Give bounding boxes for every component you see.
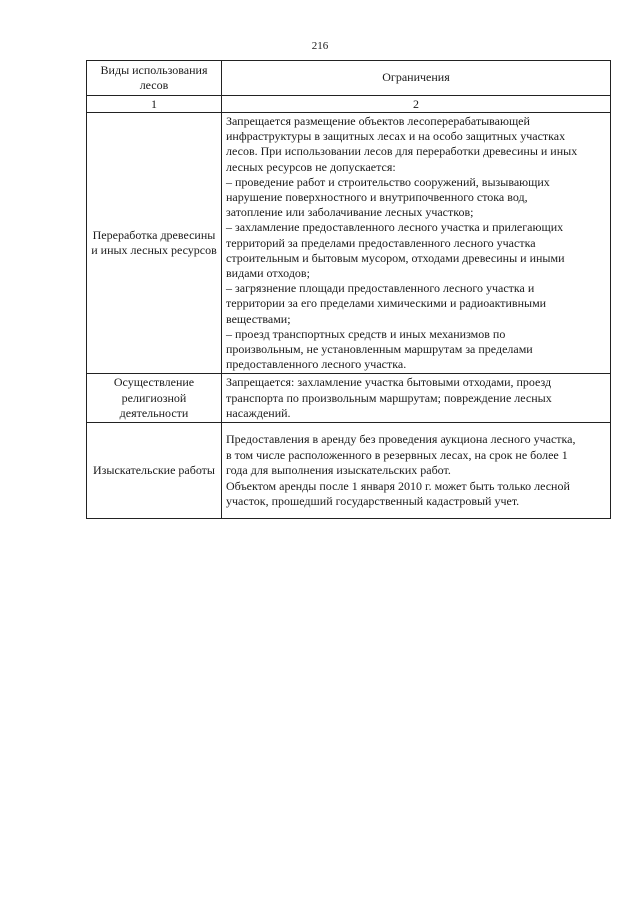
text-line: нарушение поверхностного и внутрипочвенного стока вод, bbox=[226, 190, 528, 205]
restrictions-table bbox=[86, 60, 611, 519]
text-line: года для выполнения изыскательских работ. bbox=[226, 463, 451, 478]
restriction-text bbox=[222, 374, 611, 423]
text-line: в том числе расположенного в резервных лесах, на срок не более 1 bbox=[226, 447, 568, 462]
text-line: – загрязнение площади предоставленного лесного участка и bbox=[226, 281, 535, 296]
text-line: лесов. При использовании лесов для переработки древесины и иных bbox=[226, 144, 578, 159]
text-line: транспорта по произвольным маршрутам; повреждение лесных bbox=[226, 390, 552, 405]
restriction-text bbox=[222, 423, 611, 519]
text-line: Объектом аренды после 1 января 2010 г. может быть только лесной bbox=[226, 478, 570, 493]
text-line: – проезд транспортных средств и иных механизмов по bbox=[226, 326, 506, 341]
forest-use-kind: Изыскательские работы bbox=[87, 423, 222, 519]
column-number-1: 1 bbox=[87, 96, 222, 113]
text-line: Предоставления в аренду без проведения аукциона лесного участка, bbox=[226, 432, 576, 447]
text-line: насаждений. bbox=[226, 405, 291, 420]
text-line: Запрещается: захламление участка бытовыми отходами, проезд bbox=[226, 375, 552, 390]
text-line: территории за его пределами химическими и радиоактивными bbox=[226, 296, 547, 311]
table-row bbox=[87, 374, 611, 423]
text-line: произвольным, не установленным маршрутам за пределами bbox=[226, 342, 533, 357]
text-line: предоставленного лесного участка. bbox=[226, 357, 407, 372]
column-number-row bbox=[87, 96, 611, 113]
text-line: строительным и бытовым мусором, отходами древесины и иными bbox=[226, 250, 565, 265]
table-row bbox=[87, 113, 611, 374]
forest-use-kind: Осуществление религиозной деятельности bbox=[87, 374, 222, 423]
text-line: затопление или заболачивание лесных участков; bbox=[226, 205, 474, 220]
text-line: – проведение работ и строительство сооружений, вызывающих bbox=[226, 174, 550, 189]
text-line: лесных ресурсов не допускается: bbox=[226, 159, 396, 174]
text-line: видами отходов; bbox=[226, 266, 310, 281]
header-forest-use-kinds: Виды использования лесов bbox=[87, 61, 222, 96]
text-line: Запрещается размещение объектов лесоперерабатывающей bbox=[226, 114, 530, 128]
text-line: территорий за пределами предоставленного лесного участка bbox=[226, 235, 536, 250]
column-number-2: 2 bbox=[222, 96, 611, 113]
page-number: 216 bbox=[311, 40, 329, 52]
table-header-row bbox=[87, 61, 611, 96]
text-line: инфраструктуры в защитных лесах и на особо защитных участках bbox=[226, 129, 566, 144]
text-line: веществами; bbox=[226, 311, 291, 326]
forest-use-kind: Переработка древесины и иных лесных ресурсов bbox=[87, 113, 222, 374]
header-restrictions: Ограничения bbox=[222, 61, 611, 96]
table-row bbox=[87, 423, 611, 519]
text-line: – захламление предоставленного лесного участка и прилегающих bbox=[226, 220, 564, 235]
restriction-text bbox=[222, 113, 611, 374]
text-line: участок, прошедший государственный кадастровый учет. bbox=[226, 494, 520, 509]
